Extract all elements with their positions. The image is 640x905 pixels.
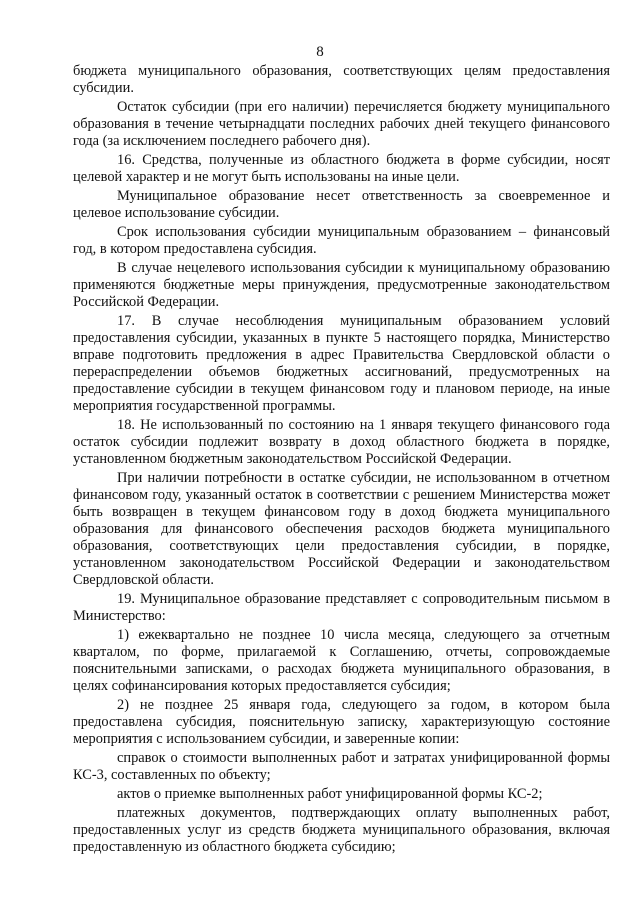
paragraph: 2) не позднее 25 января года, следующего за годом, в котором была предоставлена субсидия, пояснительную записку, характеризующую состояние мероприятия с использованием субсидии, и заверенные копии: — [73, 697, 610, 747]
paragraph: 16. Средства, полученные из областного бюджета в форме субсидии, носят целевой характер и не могут быть использованы на иные цели. — [73, 152, 610, 185]
paragraph: 19. Муниципальное образование представляет с сопроводительным письмом в Министерство: — [73, 591, 610, 624]
paragraph: актов о приемке выполненных работ унифицированной формы КС-2; — [117, 786, 543, 802]
paragraph: В случае нецелевого использования субсидии к муниципальному образованию применяются бюджетные меры принуждения, предусмотренные законодательством Российской Федерации. — [73, 260, 610, 310]
paragraph: Остаток субсидии (при его наличии) перечисляется бюджету муниципального образования в течение четырнадцати последних рабочих дней текущего финансового года (за исключением последнего рабочего дня). — [73, 99, 610, 149]
page-number: 8 — [316, 44, 324, 60]
paragraph: 1) ежеквартально не позднее 10 числа месяца, следующего за отчетным кварталом, по форме, прилагаемой к Соглашению, отчеты, сопровождаемые пояснительными записками, о расходах бюджета муниципального образования, в целях софинансирования которых предоставляется субсидия; — [73, 627, 610, 694]
document-body — [73, 63, 610, 858]
paragraph: 17. В случае несоблюдения муниципальным образованием условий предоставления субсидии, указанных в пункте 5 настоящего порядка, Министерство вправе подготовить предложения в адрес Правительства Свердловской области о перераспределении объемов бюджетных ассигнований, предусмотренных на предоставление субсидии в текущем финансовом году и плановом периоде, на иные мероприятия государственной программы. — [73, 313, 610, 414]
paragraph: Срок использования субсидии муниципальным образованием – финансовый год, в котором предоставлена субсидия. — [73, 224, 610, 257]
paragraph: 18. Не использованный по состоянию на 1 января текущего финансового года остаток субсидии подлежит возврату в доход областного бюджета в порядке, установленном бюджетным законодательством Российской Федерации. — [73, 417, 610, 467]
paragraph: справок о стоимости выполненных работ и затратах унифицированной формы КС-3, составленных по объекту; — [73, 750, 610, 783]
paragraph: платежных документов, подтверждающих оплату выполненных работ, предоставленных услуг из средств бюджета муниципального образования, включая предоставленную из областного бюджета субсидию; — [73, 805, 610, 855]
paragraph: бюджета муниципального образования, соответствующих целям предоставления субсидии. — [73, 63, 610, 96]
paragraph: Муниципальное образование несет ответственность за своевременное и целевое использование субсидии. — [73, 188, 610, 221]
paragraph: При наличии потребности в остатке субсидии, не использованном в отчетном финансовом году, указанный остаток в соответствии с решением Министерства может быть возвращен в текущем финансовом году в доход бюджета муниципального образования для финансового обеспечения расходов бюджета муниципального образования, соответствующих цели предоставления субсидии, в порядке, установленном законодательством Российской Федерации и законодательством Свердловской области. — [73, 470, 610, 588]
